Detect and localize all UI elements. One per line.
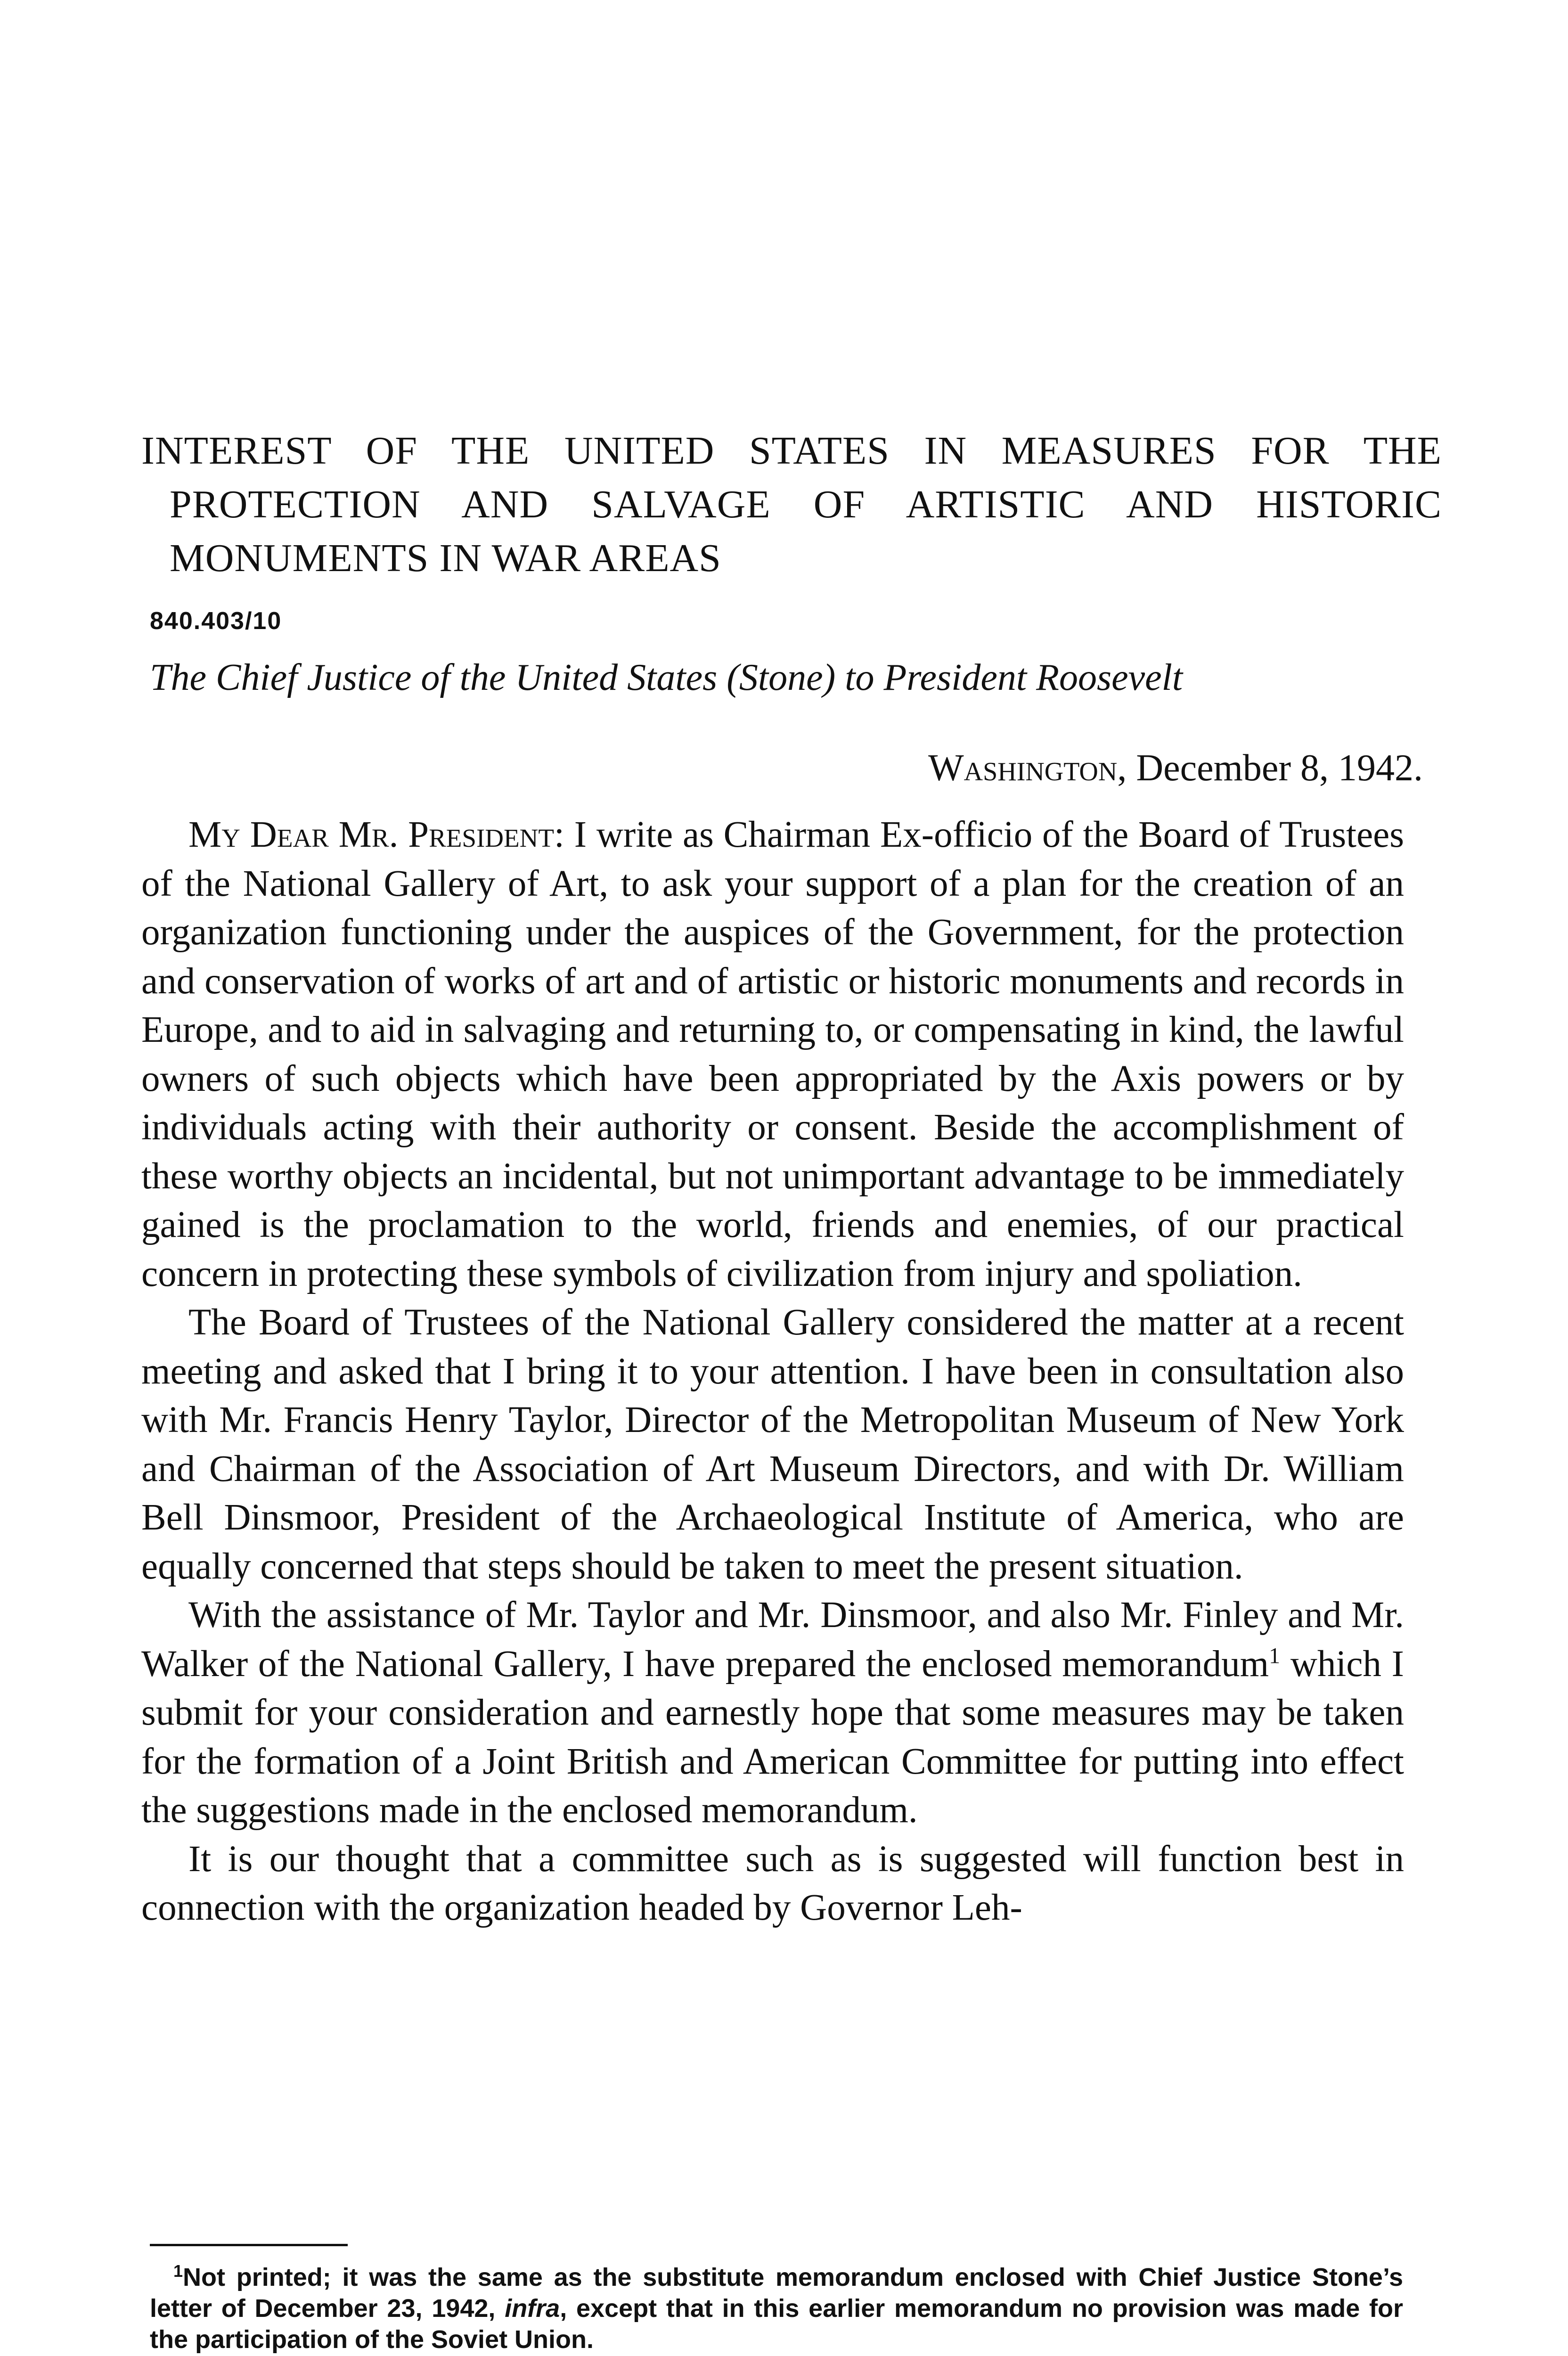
dateline [810, 744, 1423, 792]
footnote-divider [150, 2244, 348, 2246]
dateline-date: , December 8, 1942. [1117, 747, 1423, 789]
dateline-place: Washington [928, 747, 1118, 789]
file-number: 840.403/10 [150, 607, 282, 635]
footnote-italic: infra [505, 2294, 560, 2323]
document-title: The Chief Justice of the United States (Stone) to President Roosevelt [150, 657, 1183, 698]
footnote [150, 2262, 1403, 2355]
paragraph-4: It is our thought that a committee such as is suggested will function best in connection with the organization headed by Governor Leh- [141, 1838, 1404, 1928]
footnote-text-b: , except that in this earlier memorandum no provision was made for the participation of the Soviet Union. [150, 2294, 1403, 2354]
section-heading: INTEREST OF THE UNITED STATES IN MEASURES FOR THE PROTECTION AND SALVAGE OF ARTISTIC AND HISTORIC MONUMENTS IN WAR AREAS [141, 429, 1442, 580]
salutation: My Dear Mr. President [188, 814, 554, 855]
paragraph-3 [141, 1591, 1404, 1835]
paragraph-3-text-b: which I submit for your consideration and earnestly hope that some measures may be taken for the formation of a Joint British and American Committee for putting into effect the suggestions made in the enclosed memorandum. [141, 1643, 1404, 1831]
letter-body [141, 810, 1404, 1932]
paragraph-2: The Board of Trustees of the National Gallery considered the matter at a recent meeting and asked that I bring it to your attention. I have been in consultation also with Mr. Francis Henry Taylor, Director of the Metropolitan Museum of New York and Chairman of the Association of Art Museum Directors, and with Dr. William Bell Dinsmoor, President of the Archaeological Institute of America, who are equally concerned that steps should be taken to meet the present situation. [141, 1302, 1404, 1587]
footnote-mark: 1 [173, 2261, 183, 2281]
footnote-text-a: Not printed; it was the same as the substitute memorandum enclosed with Chief Justice Stone’s letter of December 23, 1942, [150, 2263, 1403, 2323]
footnote-reference: 1 [1269, 1643, 1281, 1669]
paragraph-3-text-a: With the assistance of Mr. Taylor and Mr. Dinsmoor, and also Mr. Finley and Mr. Walker of the National Gallery, I have prepared the enclosed memorandum [141, 1595, 1404, 1685]
paragraph-1-text: : I write as Chairman Ex-officio of the Board of Trustees of the National Gallery of Art, to ask your support of a plan for the creation of an organization functioning under the auspices of the Government, for the protection and conservation of works of art and of artistic or historic monuments and records in Europe, and to aid in salvaging and returning to, or compensating in kind, the lawful owners of such objects which have been appropriated by the Axis powers or by individuals acting with their authority or consent. Beside the accomplishment of these worthy objects an incidental, but not unimportant advantage to be immediately gained is the proclamation to the world, friends and enemies, of our practical concern in protecting these symbols of civilization from injury and spoliation. [141, 814, 1404, 1294]
paragraph-1 [141, 810, 1404, 1298]
